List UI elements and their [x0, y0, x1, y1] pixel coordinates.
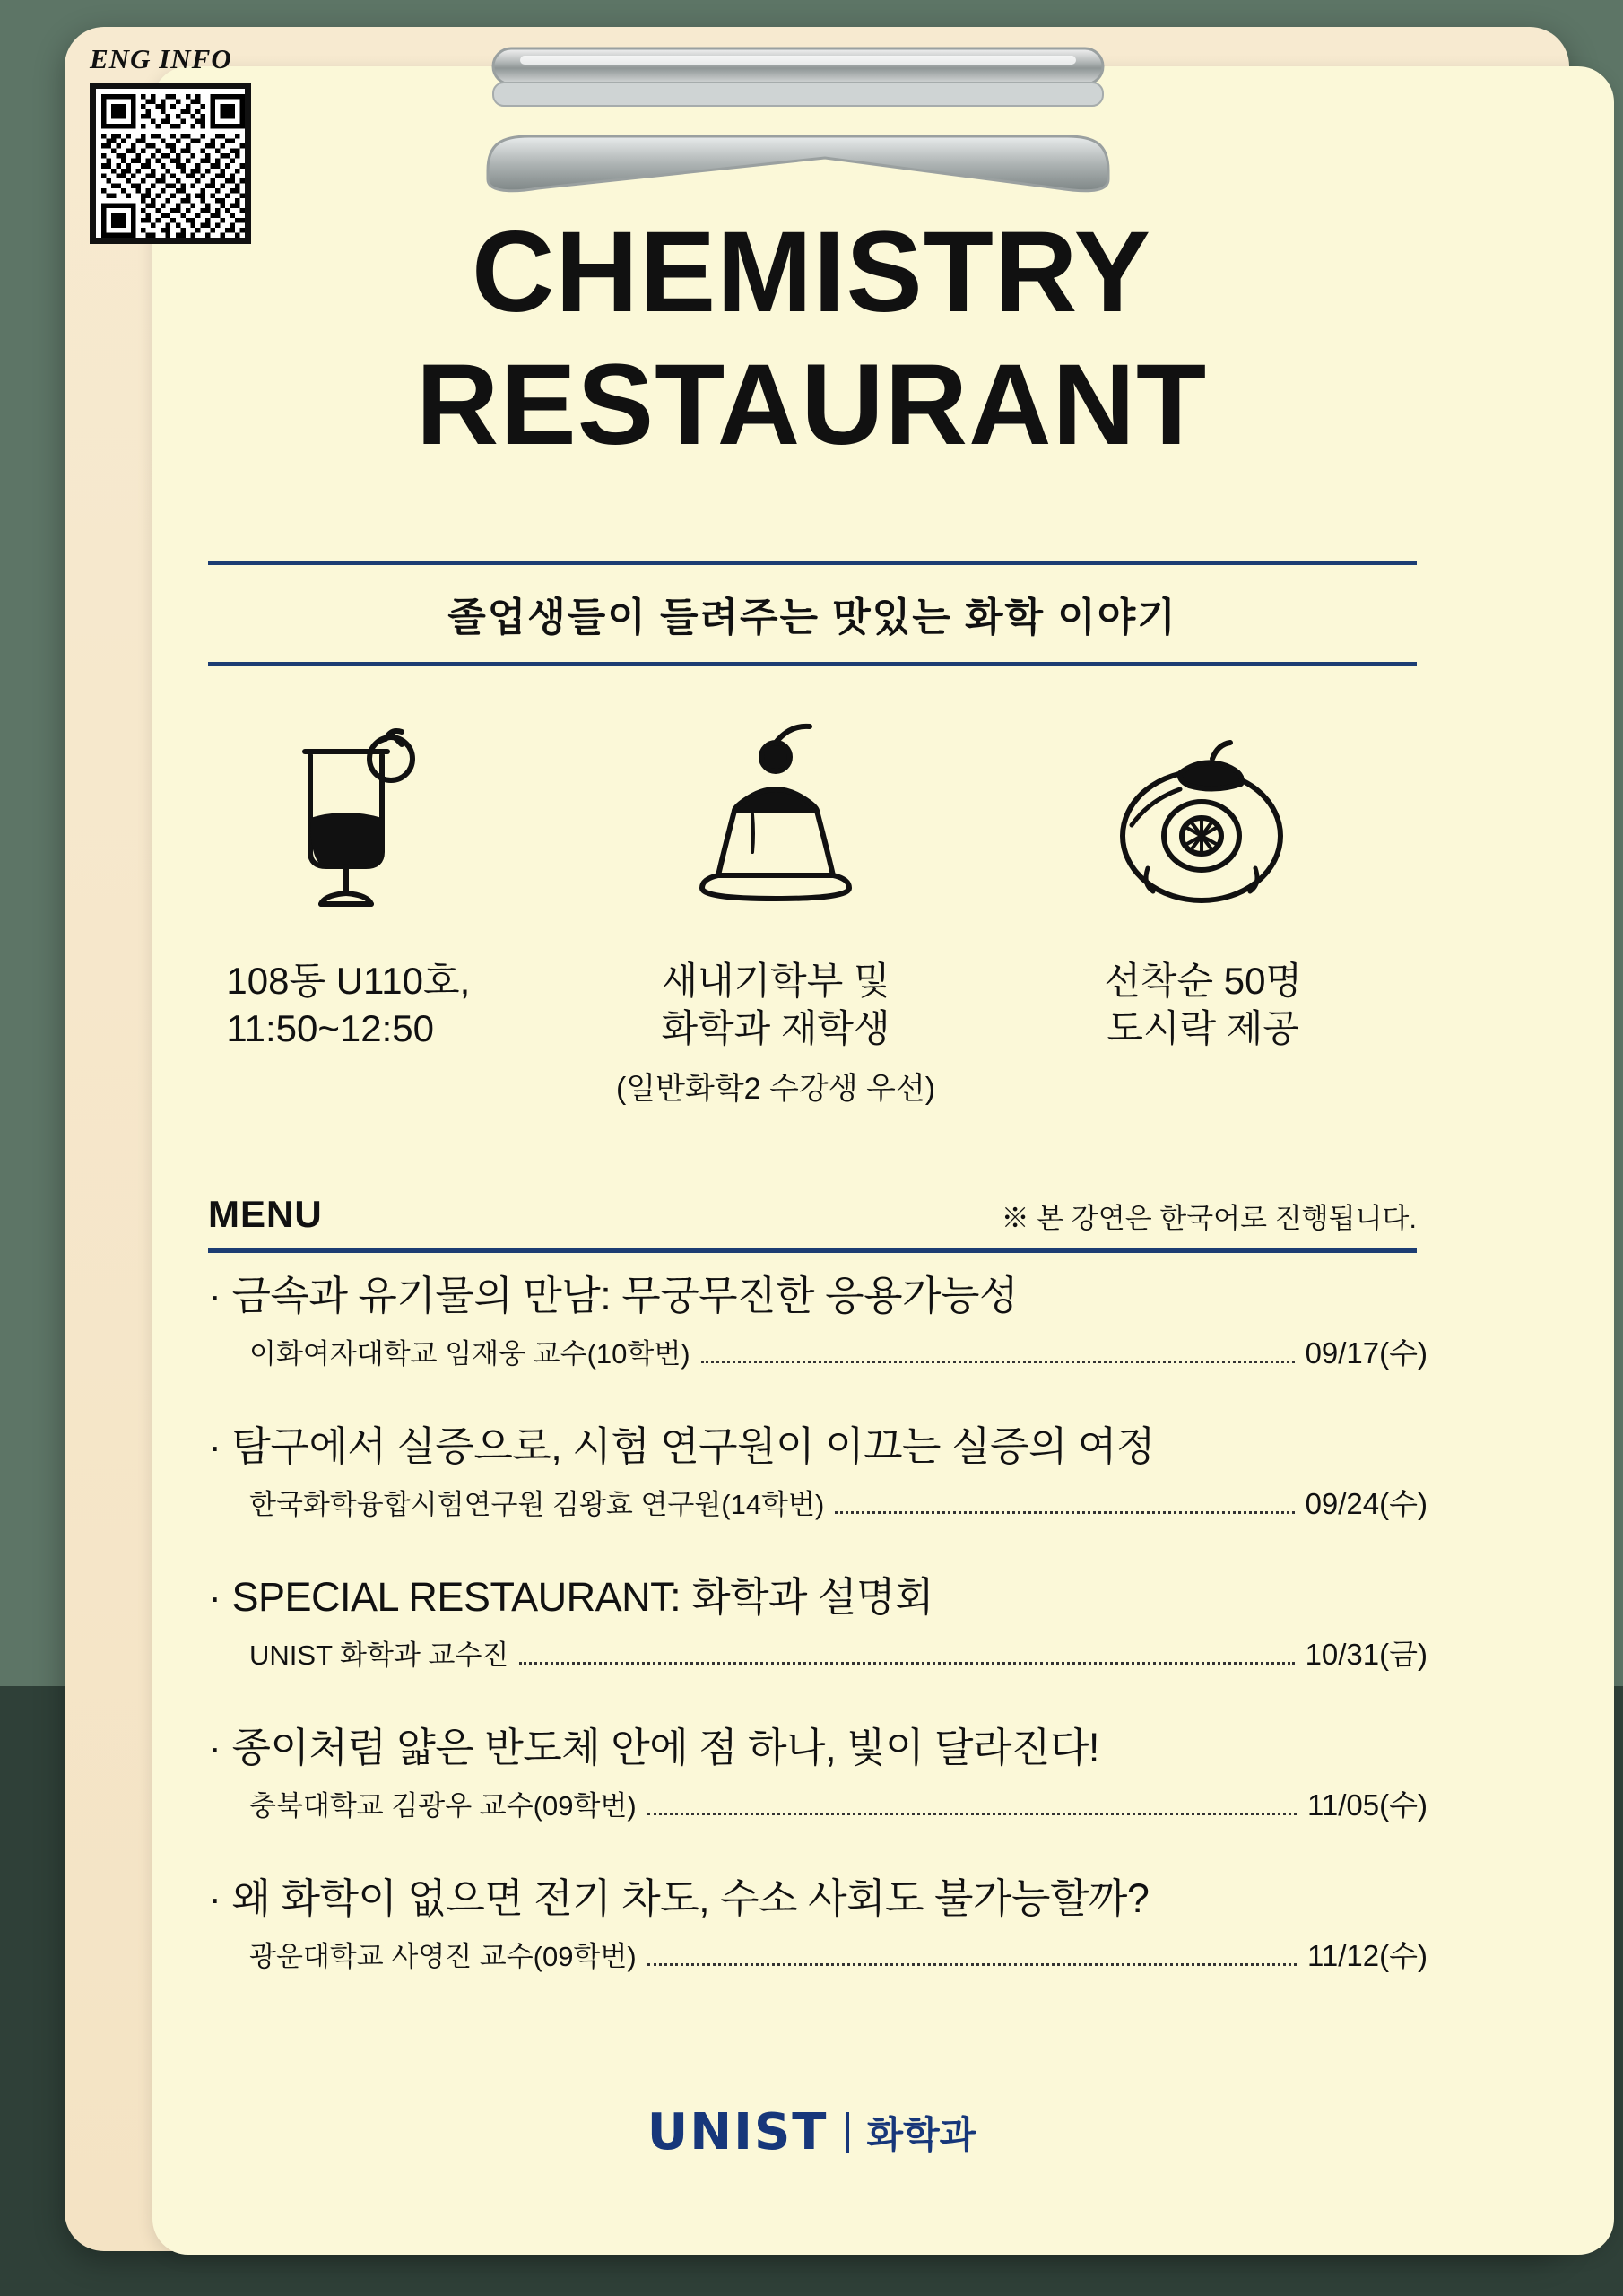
menu-item-title: 종이처럼 얇은 반도체 안에 점 하나, 빛이 달라진다! [231, 1725, 1099, 1770]
menu-item-title-wrap [208, 1263, 1428, 1321]
info-audience-line2: 화학과 재학생 [661, 1006, 890, 1049]
menu-item-title-wrap [208, 1564, 1428, 1622]
eng-info-block [90, 43, 251, 244]
list-item [208, 1564, 1428, 1674]
page-title [0, 208, 1623, 469]
menu-divider [208, 1248, 1417, 1253]
menu-item-title: 금속과 유기물의 만남: 무궁무진한 응용가능성 [231, 1273, 1018, 1318]
menu-item-title-wrap [208, 1413, 1428, 1472]
menu-item-title-wrap [208, 1866, 1428, 1924]
bullet-icon: · [208, 1875, 221, 1921]
list-item [208, 1715, 1428, 1824]
menu-item-title-wrap [208, 1715, 1428, 1773]
pudding-dessert-icon [562, 709, 990, 933]
kiwi-cake-roll-icon [989, 709, 1417, 933]
menu-item-speaker: 광운대학교 사영진 교수(09학번) [249, 1941, 637, 1972]
menu-item-date: 11/05(수) [1307, 1788, 1428, 1822]
title-line-2: RESTAURANT [415, 341, 1208, 469]
info-column-location [135, 709, 562, 1108]
subtitle-text: 졸업생들이 들려주는 맛있는 화학 이야기 [447, 596, 1177, 639]
leader-dots [647, 1962, 1297, 1966]
info-column-lunchbox [989, 709, 1417, 1108]
menu-header [208, 1193, 1417, 1253]
menu-item-title: 왜 화학이 없으면 전기 차도, 수소 사회도 불가능할까? [231, 1875, 1150, 1921]
title-line-1: CHEMISTRY [471, 208, 1152, 336]
bullet-icon: · [208, 1273, 221, 1318]
bullet-icon: · [208, 1574, 221, 1620]
menu-item-speaker: 한국화학융합시험연구원 김왕효 연구원(14학번) [249, 1489, 825, 1520]
info-columns [135, 709, 1417, 1108]
info-lunchbox-line2: 도시락 제공 [1107, 1006, 1299, 1049]
menu-list [208, 1263, 1428, 2016]
menu-item-speaker: 충북대학교 김광우 교수(09학번) [249, 1790, 637, 1822]
leader-dots [519, 1661, 1294, 1665]
logo-divider [846, 2112, 849, 2153]
eng-info-label: ENG INFO [90, 43, 232, 74]
bullet-icon: · [208, 1725, 221, 1770]
clipboard-clip [466, 36, 1130, 215]
list-item [208, 1413, 1428, 1523]
menu-item-speaker: UNIST 화학과 교수진 [249, 1639, 509, 1671]
info-column-audience [562, 709, 990, 1108]
unist-logo: UNIST [647, 2103, 829, 2161]
list-item [208, 1866, 1428, 1975]
info-audience-text [562, 958, 990, 1053]
menu-label: MENU [208, 1193, 323, 1235]
menu-item-date: 10/31(금) [1305, 1638, 1428, 1671]
leader-dots [701, 1360, 1295, 1363]
department-label: 화학과 [866, 2113, 976, 2156]
menu-item-title: 탐구에서 실증으로, 시험 연구원이 이끄는 실증의 여정 [231, 1423, 1155, 1469]
menu-item-date: 11/12(수) [1307, 1939, 1428, 1972]
info-location-line1: 108동 U110호, [226, 960, 471, 1002]
info-lunchbox-text [989, 958, 1417, 1053]
leader-dots [647, 1812, 1297, 1815]
info-audience-line1: 새내기학부 및 [661, 960, 890, 1002]
menu-language-note: ※ 본 강연은 한국어로 진행됩니다. [1001, 1203, 1417, 1234]
divider-bottom [208, 662, 1417, 666]
menu-item-date: 09/17(수) [1305, 1336, 1428, 1370]
info-location-line2: 11:50~12:50 [226, 1006, 435, 1049]
menu-item-title: SPECIAL RESTAURANT: 화학과 설명회 [231, 1574, 933, 1620]
info-location-text [226, 958, 470, 1053]
subtitle-block [208, 561, 1417, 666]
cocktail-glass-icon [135, 709, 562, 933]
footer-logo [0, 2103, 1623, 2161]
list-item [208, 1263, 1428, 1372]
menu-item-date: 09/24(수) [1305, 1487, 1428, 1520]
info-audience-note: (일반화학2 수강생 우선) [615, 1071, 936, 1106]
menu-item-speaker: 이화여자대학교 임재웅 교수(10학번) [249, 1338, 690, 1370]
qr-code-icon[interactable] [90, 83, 251, 244]
info-lunchbox-line1: 선착순 50명 [1104, 960, 1303, 1002]
bullet-icon: · [208, 1423, 221, 1469]
leader-dots [835, 1510, 1294, 1514]
